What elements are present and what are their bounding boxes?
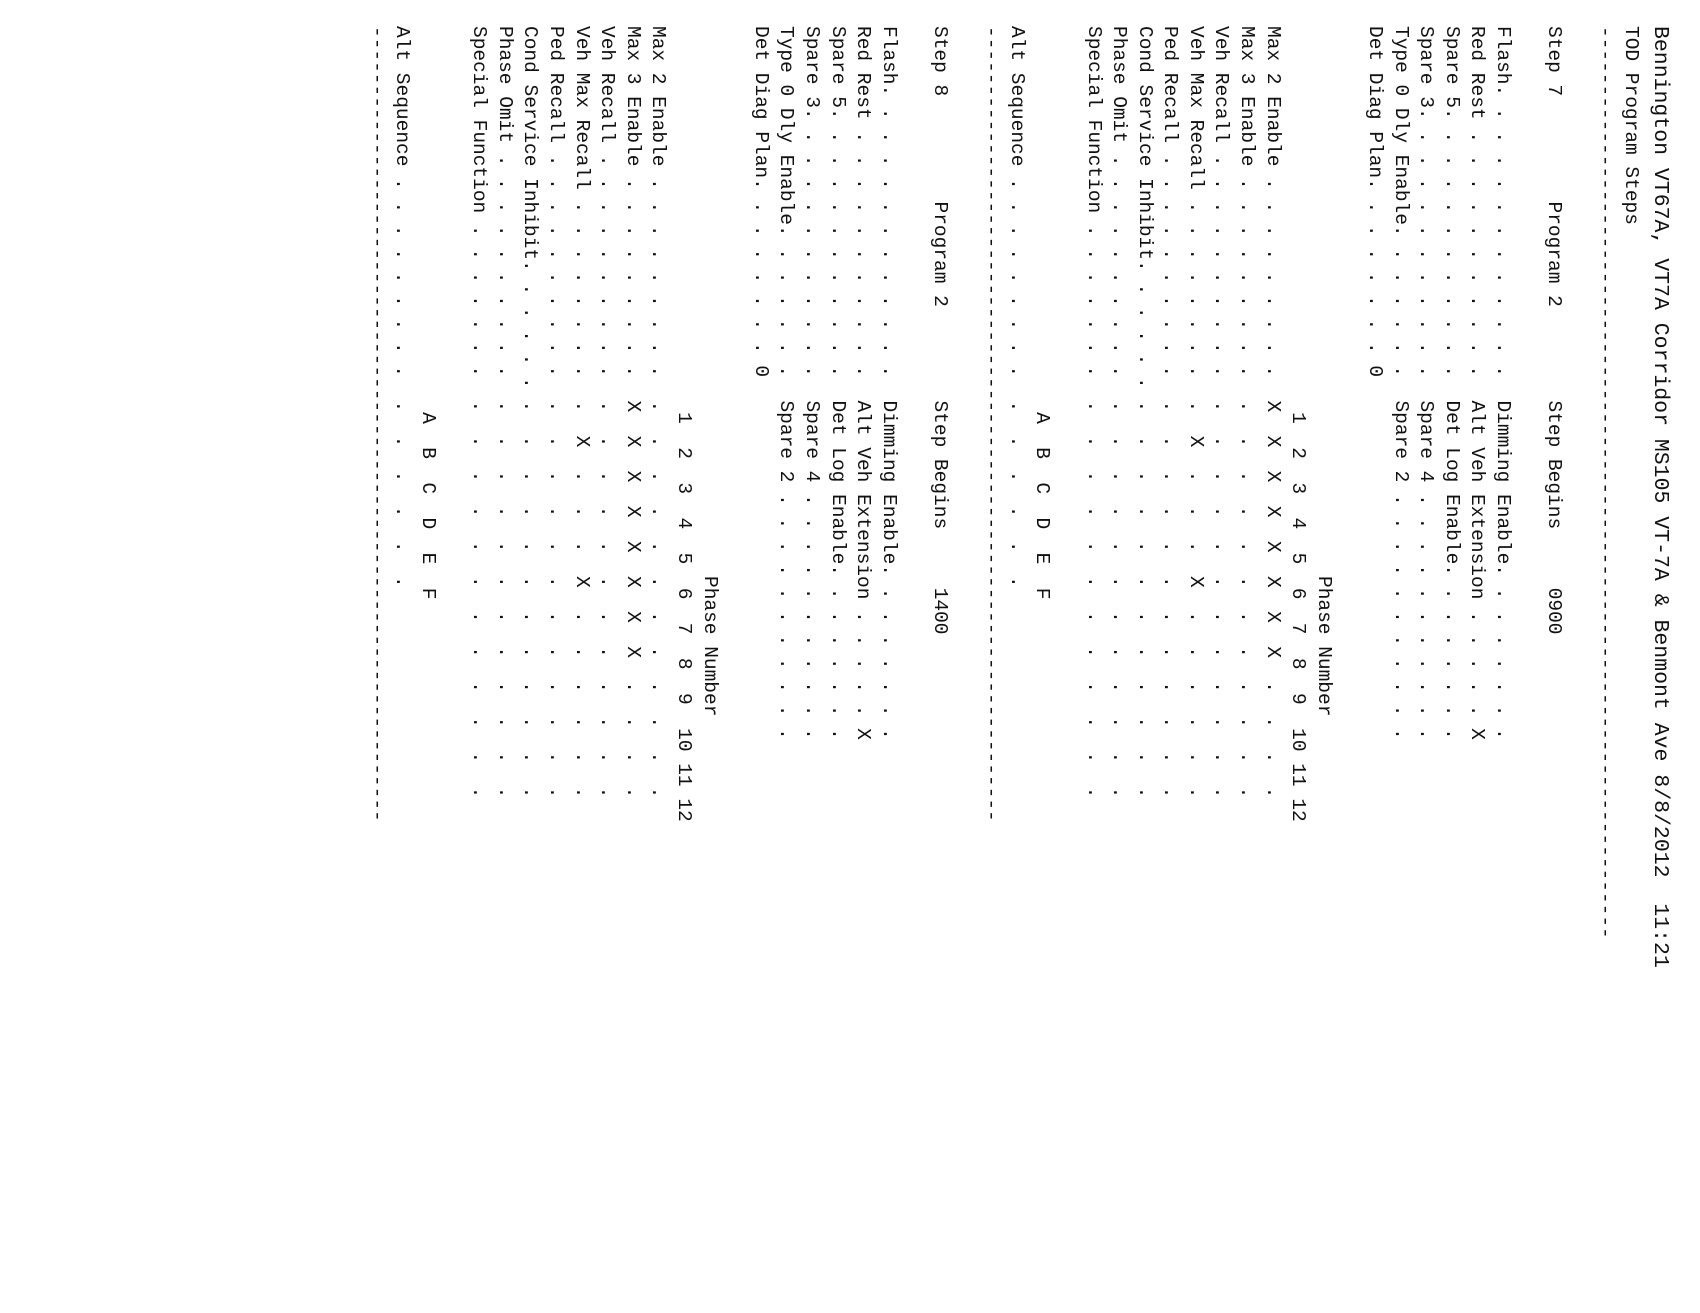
step8-table-row: Phase Omit . . . . . . . . . . . . . . . . . . . . . . [493, 26, 516, 799]
step8-table-row: Ped Recall . . . . . . . . . . . . . . . . . . . . . . [545, 26, 568, 799]
step8-flag-row: Type 0 Dly Enable. . . . . . . Spare 2 . . . . . . . . . . . [775, 26, 798, 740]
step7-table-row: Veh Recall . . . . . . . . . . . . . . . . . . . . . . [1210, 26, 1233, 799]
step7-flag-row: Red Rest . . . . . . . . . . . Alt Veh Extension . . . . . X [1466, 26, 1489, 740]
step7-table-row: Veh Max Recall . . . . . . . . . X . . . X . . . . . . [1184, 26, 1207, 799]
step8-table-row: Veh Max Recall . . . . . . . . . X . . . X . . . . . . [570, 26, 593, 799]
step8-table-row: Cond Service Inhibit. . . . . . . . . . . . . . . . . . [519, 26, 542, 799]
step8-header: Step 8 Program 2 Step Begins 1400 [928, 26, 951, 635]
step7-table-row: Max 2 Enable . . . . . . . . . X X X X X X X X . . . . [1261, 26, 1284, 799]
step8-flag-row: Flash. . . . . . . . . . . . . Dimming Enable. . . . . . . . [877, 26, 900, 740]
report-body [363, 26, 1643, 939]
step7-flag-row: Flash. . . . . . . . . . . . . Dimming Enable. . . . . . . . [1492, 26, 1515, 740]
step7-flag-row: Spare 5. . . . . . . . . . . . Det Log Enable. . . . . . . . [1440, 26, 1463, 740]
step7-flag-row: Spare 3. . . . . . . . . . . . Spare 4 . . . . . . . . . . . [1415, 26, 1438, 740]
step8-table-row: Max 2 Enable . . . . . . . . . . . . . . . . . . . . . [647, 26, 670, 799]
step8-rule: -------------------------------------------------------------------- [365, 26, 388, 822]
step7-alt-header: A B C D E F [1031, 26, 1054, 600]
step8-alt-header: A B C D E F [417, 26, 440, 600]
step7-table-row: Max 3 Enable . . . . . . . . . . . . . . . . . . . . . [1236, 26, 1259, 799]
step8-flag-row: Spare 3. . . . . . . . . . . . Spare 4 . . . . . . . . . . . [801, 26, 823, 740]
step8-table-row: Max 3 Enable . . . . . . . . . X X X X X X X X . . . . [621, 26, 644, 799]
step8-alt-sequence-row: Alt Sequence . . . . . . . . . . . . . . . [391, 26, 414, 588]
step7-header: Step 7 Program 2 Step Begins 0900 [1543, 26, 1566, 635]
step8-flag-row: Spare 5. . . . . . . . . . . . Det Log Enable. . . . . . . . [826, 26, 849, 740]
step7-rule: -------------------------------------------------------------------- [980, 26, 1003, 822]
step7-phase-header: 1 2 3 4 5 6 7 8 9 10 11 12 [1287, 26, 1310, 822]
step7-table-row: Phase Omit . . . . . . . . . . . . . . . . . . . . . . [1108, 26, 1131, 799]
step8-phase-title: Phase Number [698, 26, 721, 717]
section-heading: TOD Program Steps [1620, 26, 1642, 225]
step7-flag-row: Det Diag Plan. . . . . . . . 0 [1364, 26, 1387, 378]
step7-table-row: Cond Service Inhibit. . . . . . . . . . . . . . . . . . [1133, 26, 1156, 799]
step8-flag-row: Red Rest . . . . . . . . . . . Alt Veh Extension . . . . . X [852, 26, 875, 740]
step8-table-row: Special Function . . . . . . . . . . . . . . . . . . . [468, 26, 491, 799]
report-title: Bennington VT67A, VT7A Corridor MS105 VT-7A & Benmont Ave 8/8/2012 11:21 [1648, 26, 1672, 968]
section-rule: ------------------------------------------------------------------------------ [1594, 26, 1617, 939]
step7-table-row: Ped Recall . . . . . . . . . . . . . . . . . . . . . . [1159, 26, 1182, 799]
step8-table-row: Veh Recall . . . . . . . . . . . . . . . . . . . . . . [596, 26, 619, 799]
step7-flag-row: Type 0 Dly Enable. . . . . . . Spare 2 . . . . . . . . . . . [1389, 26, 1412, 740]
step8-flag-row: Det Diag Plan. . . . . . . . 0 [749, 26, 772, 378]
step7-alt-sequence-row: Alt Sequence . . . . . . . . . . . . . . . [1005, 26, 1028, 588]
step8-phase-header: 1 2 3 4 5 6 7 8 9 10 11 12 [673, 26, 696, 822]
step7-table-row: Special Function . . . . . . . . . . . . . . . . . . . [1082, 26, 1105, 799]
step7-phase-title: Phase Number [1312, 26, 1335, 717]
